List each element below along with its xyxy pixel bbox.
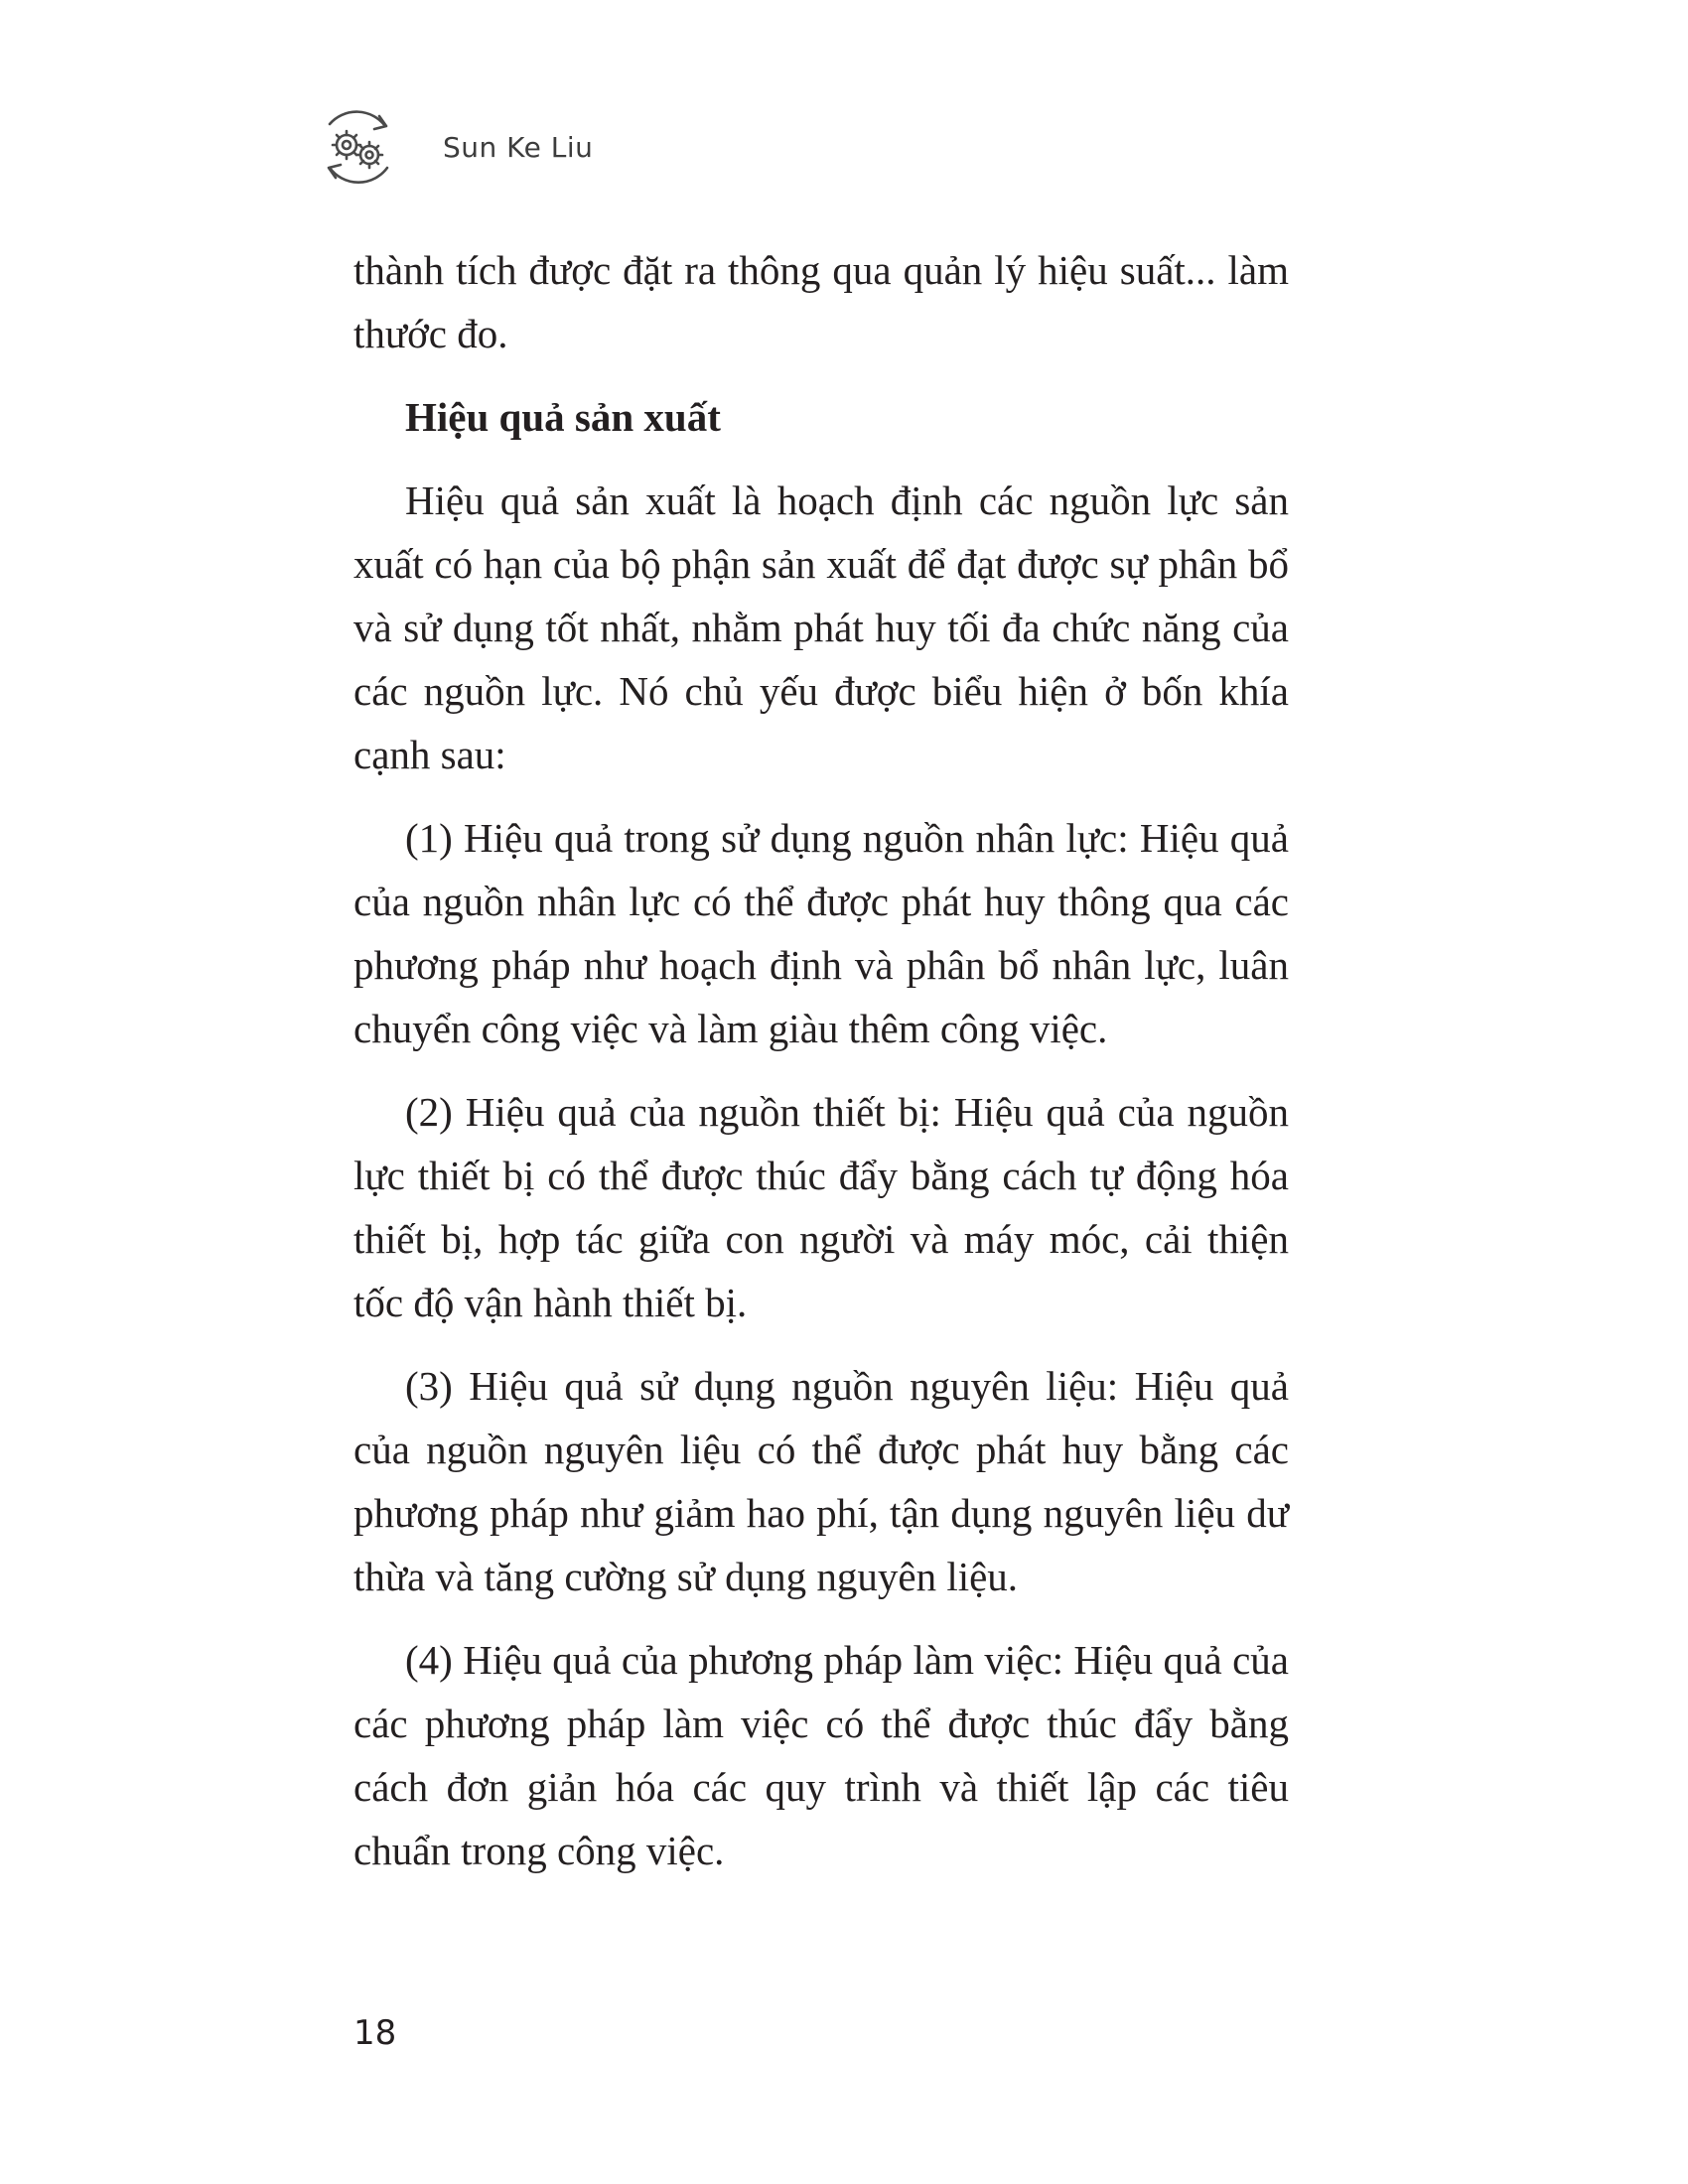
page-body [353,238,1289,1902]
intro-paragraph: Hiệu quả sản xuất là hoạch định các nguồn lực sản xuất có hạn của bộ phận sản xuất để đạt được sự phân bổ và sử dụng tốt nhất, nhằm phát huy tối đa chức năng của các nguồn lực. Nó chủ yếu được biểu hiện ở bốn khía cạnh sau: [353,478,1289,777]
running-header [310,102,593,192]
page-number: 18 [353,2013,397,2053]
list-item: (1) Hiệu quả trong sử dụng nguồn nhân lực: Hiệu quả của nguồn nhân lực có thể được phát huy thông qua các phương pháp như hoạch định và phân bổ nhân lực, luân chuyển công việc và làm giàu thêm công việc. [353,815,1289,1051]
list-item: (2) Hiệu quả của nguồn thiết bị: Hiệu quả của nguồn lực thiết bị có thể được thúc đẩy bằng cách tự động hóa thiết bị, hợp tác giữa con người và máy móc, cải thiện tốc độ vận hành thiết bị. [353,1089,1289,1325]
list-item: (4) Hiệu quả của phương pháp làm việc: Hiệu quả của các phương pháp làm việc có thể được thúc đẩy bằng cách đơn giản hóa các quy trình và thiết lập các tiêu chuẩn trong công việc. [353,1637,1289,1873]
opening-paragraph: thành tích được đặt ra thông qua quản lý hiệu suất... làm thước đo. [353,247,1289,356]
list-item: (3) Hiệu quả sử dụng nguồn nguyên liệu: Hiệu quả của nguồn nguyên liệu có thể được phát huy bằng các phương pháp như giảm hao phí, tận dụng nguyên liệu dư thừa và tăng cường sử dụng nguyên liệu. [353,1363,1289,1599]
author-name: Sun Ke Liu [443,130,594,164]
section-heading: Hiệu quả sản xuất [405,394,721,440]
gears-cycle-icon [310,102,405,192]
